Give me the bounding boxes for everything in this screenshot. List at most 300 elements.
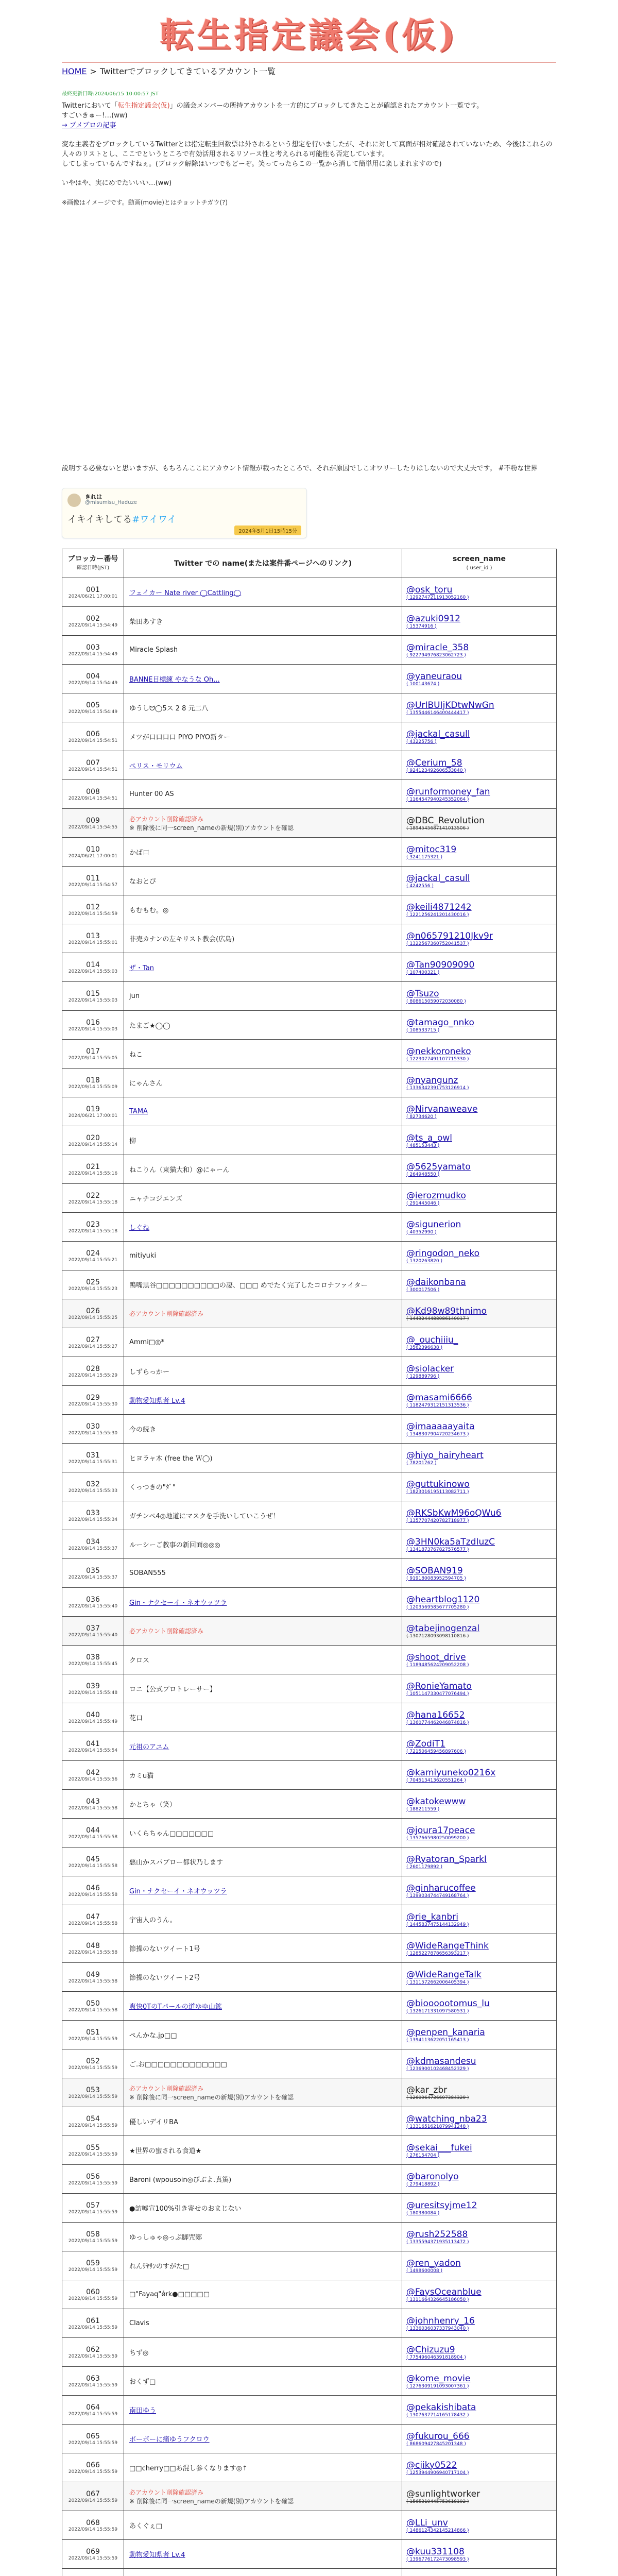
user-id[interactable]: ( 180380084 ) bbox=[406, 2210, 440, 2216]
blocker-number: 011 bbox=[86, 874, 100, 883]
twitter-name-cell bbox=[124, 2511, 402, 2540]
user-id[interactable]: ( 300017506 ) bbox=[406, 1287, 440, 1293]
table-row bbox=[62, 1472, 557, 1501]
account-name: 非売カナンの左キリスト教会(広島) bbox=[129, 936, 235, 943]
blocker-number-cell bbox=[62, 2251, 124, 2280]
user-id[interactable]: ( 1823016195113082711 ) bbox=[406, 1489, 469, 1495]
blocker-number: 055 bbox=[86, 2143, 100, 2152]
screen-name-link[interactable]: @5625yamato bbox=[406, 1161, 471, 1172]
confirmed-datetime: 2024/06/21 17:00:01 bbox=[68, 594, 118, 599]
header-screen-name bbox=[402, 549, 557, 578]
user-id[interactable]: ( 1336342391753126914 ) bbox=[406, 1085, 469, 1091]
screen-name-link[interactable]: @sekai___fukei bbox=[406, 2142, 472, 2153]
twitter-name-cell bbox=[124, 1761, 402, 1790]
user-id[interactable]: ( 721506459456897606 ) bbox=[406, 1749, 466, 1754]
user-id[interactable]: ( 704513413620551264 ) bbox=[406, 1777, 466, 1783]
twitter-name-cell bbox=[124, 1905, 402, 1934]
confirmed-datetime: 2022/09/14 15:55:18 bbox=[68, 1228, 118, 1234]
screen-name-link[interactable]: @pekakishibata bbox=[406, 2402, 476, 2413]
table-row bbox=[62, 1876, 557, 1905]
blocker-number: 036 bbox=[86, 1595, 100, 1604]
twitter-name-cell bbox=[124, 2309, 402, 2338]
table-row bbox=[62, 2425, 557, 2453]
blocker-number: 037 bbox=[86, 1624, 100, 1633]
table-row bbox=[62, 1126, 557, 1155]
account-name: Hunter 00 AS bbox=[129, 790, 174, 798]
screen-name-link[interactable]: @3HN0ka5aTzdIuzC bbox=[406, 1536, 495, 1547]
user-id[interactable]: ( 1399034744749168764 ) bbox=[406, 1893, 469, 1899]
blocker-number-cell bbox=[62, 953, 124, 982]
user-id[interactable]: ( 485153443 ) bbox=[406, 1143, 440, 1148]
screen-name-link[interactable]: @sigunerion bbox=[406, 1219, 461, 1230]
screen-name-cell bbox=[402, 780, 557, 809]
twitter-name-cell bbox=[124, 1040, 402, 1069]
user-id[interactable]: ( 108533715 ) bbox=[406, 1027, 440, 1033]
screen-name-link[interactable]: @SOBAN919 bbox=[406, 1565, 463, 1576]
user-id[interactable]: ( 1355446146400444417 ) bbox=[406, 710, 469, 716]
user-id[interactable]: ( 1182479312151313536 ) bbox=[406, 1402, 469, 1408]
blocker-number-cell bbox=[62, 1415, 124, 1444]
screen-name-cell bbox=[402, 636, 557, 665]
confirmed-datetime: 2022/09/14 15:55:59 bbox=[68, 2353, 118, 2359]
blocker-number-cell bbox=[62, 2309, 124, 2338]
account-name: 宇宙人のうん。 bbox=[129, 1917, 177, 1924]
screen-name-link[interactable]: @hana16652 bbox=[406, 1709, 465, 1720]
account-name-link[interactable]: ザ・Tan bbox=[129, 964, 154, 972]
screen-name-link[interactable]: @rie_kanbri bbox=[406, 1911, 458, 1922]
user-id[interactable]: ( 1311664326645186050 ) bbox=[406, 2297, 469, 2302]
screen-name-cell bbox=[402, 2165, 557, 2194]
twitter-name-cell bbox=[124, 1732, 402, 1761]
screen-name-link[interactable]: @katokewww bbox=[406, 1796, 466, 1807]
blocker-number-cell bbox=[62, 2338, 124, 2367]
blocker-number: 001 bbox=[86, 585, 100, 594]
user-id[interactable]: ( 1357707420782718977 ) bbox=[406, 1518, 469, 1523]
screen-name-link[interactable]: @Cerium_58 bbox=[406, 757, 462, 768]
screen-name-link[interactable]: @_ouchiiiu_ bbox=[406, 1334, 458, 1345]
screen-name-link[interactable]: @nyangunz bbox=[406, 1075, 458, 1086]
screen-name-cell bbox=[402, 2251, 557, 2280]
tweet-timestamp-badge: 2024年5月1日15時15分 bbox=[234, 526, 301, 535]
screen-name-link[interactable]: @azuki0912 bbox=[406, 613, 460, 624]
user-id[interactable]: ( 129889796 ) bbox=[406, 1374, 440, 1379]
user-id[interactable]: ( 1348307904720234673 ) bbox=[406, 1431, 469, 1437]
screen-name-link[interactable]: @Kd98w89thnimo bbox=[406, 1306, 487, 1316]
blocker-number-cell bbox=[62, 2396, 124, 2425]
user-id[interactable]: ( 924123492606533840 ) bbox=[406, 768, 466, 773]
user-id[interactable]: ( 1223077491107715330 ) bbox=[406, 1056, 469, 1062]
screen-name-cell bbox=[402, 1328, 557, 1357]
user-id[interactable]: ( 1189485624209052208 ) bbox=[406, 1662, 469, 1668]
twitter-name-cell bbox=[124, 867, 402, 895]
confirmed-datetime: 2022/09/14 15:55:59 bbox=[68, 2411, 118, 2417]
blocker-number: 010 bbox=[86, 845, 100, 854]
tweet-hashtag[interactable]: #ワイワイ bbox=[132, 514, 177, 525]
user-id: ( 1260964736697384329 ) bbox=[406, 2095, 469, 2100]
user-id[interactable]: ( 919180083952594705 ) bbox=[406, 1575, 466, 1581]
user-id[interactable]: ( 1335594371935113472 ) bbox=[406, 2239, 469, 2245]
table-row bbox=[62, 1270, 557, 1299]
screen-name-cell bbox=[402, 722, 557, 751]
account-name-link[interactable]: 爽快0TのTパールの道ゆゆ山鉱 bbox=[129, 2003, 222, 2011]
screen-name-link[interactable]: @kdmasandesu bbox=[406, 2056, 476, 2066]
account-name: おくず□ bbox=[129, 2378, 156, 2386]
confirmed-datetime: 2022/09/14 15:55:29 bbox=[68, 1372, 118, 1378]
screen-name-link[interactable]: @ierozmudko bbox=[406, 1190, 466, 1201]
user-id[interactable]: ( 4242556 ) bbox=[406, 883, 434, 889]
screen-name-cell bbox=[402, 1617, 557, 1646]
user-id[interactable]: ( 808615059072030080 ) bbox=[406, 998, 466, 1004]
screen-name-link[interactable]: @uresitsyjme12 bbox=[406, 2200, 477, 2211]
screen-name-link[interactable]: @johnhenry_16 bbox=[406, 2315, 475, 2326]
screen-name-link[interactable]: @mitoc319 bbox=[406, 844, 457, 855]
screen-name-link[interactable]: @heartblog1120 bbox=[406, 1594, 480, 1605]
user-id[interactable]: ( 1285227878656393217 ) bbox=[406, 1951, 469, 1956]
table-row bbox=[62, 2049, 557, 2078]
table-row bbox=[62, 2251, 557, 2280]
table-row bbox=[62, 578, 557, 607]
user-id[interactable]: ( 1336036037337943040 ) bbox=[406, 2326, 469, 2331]
account-name-link[interactable]: フェイカー Nate river ◯Cattling◯ bbox=[129, 589, 242, 597]
screen-name-link[interactable]: @shoot_drive bbox=[406, 1652, 466, 1663]
table-row bbox=[62, 2136, 557, 2165]
twitter-name-cell bbox=[124, 1674, 402, 1703]
screen-name-link[interactable]: @kome_movie bbox=[406, 2373, 471, 2384]
confirmed-datetime: 2022/09/14 15:55:27 bbox=[68, 1344, 118, 1349]
account-name: いくらちゃん□□□□□□□ bbox=[129, 1830, 214, 1838]
blocker-number: 053 bbox=[86, 2086, 100, 2094]
deleted-account-label: 必アカウント削除確認済み bbox=[129, 1310, 203, 1317]
tweet-avatar bbox=[67, 494, 81, 507]
blocker-number: 060 bbox=[86, 2287, 100, 2296]
screen-name-link[interactable]: @RonieYamato bbox=[406, 1681, 472, 1691]
user-id[interactable]: ( 868609427845201348 ) bbox=[406, 2441, 466, 2447]
user-id[interactable]: ( 82734620 ) bbox=[406, 1114, 437, 1120]
twitter-name-cell bbox=[124, 1357, 402, 1386]
user-id[interactable]: ( 1326171331097580531 ) bbox=[406, 2008, 469, 2014]
screen-name-link[interactable]: @watching_nba23 bbox=[406, 2113, 487, 2124]
screen-name-link[interactable]: @jackal_casull bbox=[406, 873, 470, 884]
confirmed-datetime: 2022/09/14 15:55:54 bbox=[68, 1748, 118, 1753]
account-name: jun bbox=[129, 992, 140, 1000]
screen-name-link[interactable]: @fukurou_666 bbox=[406, 2431, 470, 2442]
twitter-name-cell bbox=[124, 1386, 402, 1415]
blocker-number: 016 bbox=[86, 1018, 100, 1027]
confirmed-datetime: 2022/09/14 15:54:55 bbox=[68, 824, 118, 830]
twitter-name-cell bbox=[124, 1126, 402, 1155]
twitter-name-cell bbox=[124, 2482, 402, 2511]
screen-name-link[interactable]: @bioooootomus_lu bbox=[406, 1998, 490, 2009]
user-id[interactable]: ( 3241175321 ) bbox=[406, 854, 443, 860]
user-id[interactable]: ( 40352990 ) bbox=[406, 1229, 437, 1235]
screen-name-link[interactable]: @Tan90909090 bbox=[406, 959, 475, 970]
user-id[interactable]: ( 1486124342145214866 ) bbox=[406, 2528, 469, 2533]
screen-name-link[interactable]: @daikonbana bbox=[406, 1277, 466, 1287]
twitter-name-cell bbox=[124, 953, 402, 982]
screen-name-cell bbox=[402, 1559, 557, 1588]
account-name-link[interactable]: ぺリス・モリウム bbox=[129, 762, 183, 770]
table-row bbox=[62, 1530, 557, 1559]
screen-name-link[interactable]: @FaysOceanblue bbox=[406, 2286, 482, 2297]
user-id[interactable]: ( 1396776172473098593 ) bbox=[406, 2556, 469, 2562]
table-row bbox=[62, 1790, 557, 1819]
confirmed-datetime: 2022/09/14 15:55:37 bbox=[68, 1546, 118, 1551]
header-divider bbox=[62, 62, 556, 63]
confirmed-datetime: 2022/09/14 15:55:31 bbox=[68, 1459, 118, 1465]
screen-name-link[interactable]: @Tsuzo bbox=[406, 988, 439, 999]
screen-name-link[interactable]: @ren_yadon bbox=[406, 2258, 461, 2268]
screen-name-link[interactable]: @yaneuraou bbox=[406, 671, 462, 682]
account-name-link[interactable]: 南田ゆう bbox=[129, 2407, 157, 2415]
screen-name-cell bbox=[402, 2511, 557, 2540]
user-id[interactable]: ( 1341873767827576577 ) bbox=[406, 1547, 469, 1552]
user-id: ( 1307128093098110816 ) bbox=[406, 1633, 469, 1639]
table-row bbox=[62, 1559, 557, 1588]
account-name-link[interactable]: 動物愛知県者 Lv.4 bbox=[129, 1397, 185, 1405]
table-row bbox=[62, 780, 557, 809]
screen-name-link[interactable]: @WideRangeThink bbox=[406, 1940, 489, 1951]
blocker-number: 025 bbox=[86, 1278, 100, 1286]
table-row bbox=[62, 1155, 557, 1184]
user-id[interactable]: ( 188211559 ) bbox=[406, 1806, 440, 1812]
table-row bbox=[62, 2511, 557, 2540]
twitter-name-cell bbox=[124, 2569, 402, 2576]
screen-name-link[interactable]: @kuu331108 bbox=[406, 2546, 465, 2557]
header-blocker-number bbox=[62, 549, 124, 578]
screen-name-link[interactable]: @kamiyuneko0216x bbox=[406, 1767, 496, 1778]
table-header-row bbox=[62, 549, 557, 578]
blocker-number: 039 bbox=[86, 1682, 100, 1690]
blocker-number: 002 bbox=[86, 614, 100, 623]
user-id[interactable]: ( 1320263820 ) bbox=[406, 1258, 443, 1264]
account-name-link[interactable]: TAMA bbox=[129, 1108, 148, 1115]
screen-name-link[interactable]: @runformoney_fan bbox=[406, 786, 490, 797]
screen-name-link[interactable]: @penpen_kanaria bbox=[406, 2027, 485, 2038]
screen-name-link[interactable]: @baronolyo bbox=[406, 2171, 459, 2182]
blocker-number-cell bbox=[62, 2511, 124, 2540]
twitter-name-cell bbox=[124, 1299, 402, 1328]
account-name-link[interactable]: ボーボーに痛ゆうフクロウ bbox=[129, 2436, 210, 2444]
tweet-body bbox=[67, 512, 176, 526]
account-name-link[interactable]: Gin・ナクセーイ・ネオウッツラ bbox=[129, 1599, 227, 1607]
confirmed-datetime: 2022/09/14 15:55:14 bbox=[68, 1142, 118, 1147]
screen-name-link[interactable]: @osk_toru bbox=[406, 584, 453, 595]
screen-name-cell bbox=[402, 1213, 557, 1242]
user-id[interactable]: ( 279418892 ) bbox=[406, 2181, 440, 2187]
blocker-number-cell bbox=[62, 2021, 124, 2049]
screen-name-link[interactable]: @UrIBUIjKDtwNwGn bbox=[406, 700, 494, 710]
table-row bbox=[62, 1934, 557, 1963]
confirmed-datetime: 2022/09/14 15:55:21 bbox=[68, 1257, 118, 1263]
twitter-name-cell bbox=[124, 1069, 402, 1097]
screen-name-link[interactable]: @ginharucoffee bbox=[406, 1883, 476, 1893]
screen-name-cell bbox=[402, 2136, 557, 2165]
user-id[interactable]: ( 775496046391818904 ) bbox=[406, 2354, 466, 2360]
user-id[interactable]: ( 1253944906940717104 ) bbox=[406, 2470, 469, 2476]
blocker-number-cell bbox=[62, 1328, 124, 1357]
user-id[interactable]: ( 1236900102468452329 ) bbox=[406, 2066, 469, 2072]
user-id[interactable]: ( 1307637714165178432 ) bbox=[406, 2412, 469, 2418]
blocker-number-cell bbox=[62, 1444, 124, 1472]
user-id[interactable]: ( 922794976823062723 ) bbox=[406, 652, 466, 658]
table-row bbox=[62, 1444, 557, 1472]
table-row bbox=[62, 1963, 557, 1992]
table-row bbox=[62, 1588, 557, 1617]
blocker-number-cell bbox=[62, 1934, 124, 1963]
user-id[interactable]: ( 15374916 ) bbox=[406, 623, 437, 629]
account-name: なおとぴ bbox=[129, 878, 157, 886]
user-id[interactable]: ( 1360774462046874816 ) bbox=[406, 1720, 469, 1725]
breadcrumb-home-link[interactable]: HOME bbox=[62, 66, 87, 76]
intro-line-4: してしまっているんですねぇ。(ブロック解除はいつでもどーぞ。笑ってったらこの一覧から消して簡単用に楽しまれますので) bbox=[62, 160, 442, 168]
blocker-number: 019 bbox=[86, 1105, 100, 1113]
screen-name-cell bbox=[402, 1270, 557, 1299]
confirmed-datetime: 2022/09/14 15:55:59 bbox=[68, 2555, 118, 2561]
screen-name-link[interactable]: @nekkoroneko bbox=[406, 1046, 471, 1057]
screen-name-link[interactable]: @WideRangeTalk bbox=[406, 1969, 482, 1980]
screen-name: @DBC_Revolution bbox=[406, 815, 485, 826]
user-id[interactable]: ( 1276309191093007361 ) bbox=[406, 2383, 469, 2389]
user-id[interactable]: ( 1292747211913052160 ) bbox=[406, 595, 469, 600]
user-id[interactable]: ( 1203569585677705280 ) bbox=[406, 1604, 469, 1610]
blocker-number-cell bbox=[62, 1617, 124, 1646]
account-name-link[interactable]: 動物愛知県者 Lv.4 bbox=[129, 2551, 185, 2559]
screen-name-cell bbox=[402, 1501, 557, 1530]
blocker-number: 035 bbox=[86, 1566, 100, 1575]
user-id[interactable]: ( 1357665980250099200 ) bbox=[406, 1835, 469, 1841]
user-id[interactable]: ( 1331651621879941248 ) bbox=[406, 2124, 469, 2129]
blocker-number-cell bbox=[62, 1501, 124, 1530]
user-id[interactable]: ( 1445837475144132949 ) bbox=[406, 1922, 469, 1927]
user-id[interactable]: ( 1311572662006405394 ) bbox=[406, 1979, 469, 1985]
blocker-number: 018 bbox=[86, 1076, 100, 1084]
user-id[interactable]: ( 78201762 ) bbox=[406, 1460, 437, 1466]
account-name: しずらっかー bbox=[129, 1368, 170, 1376]
screen-name-cell bbox=[402, 1299, 557, 1328]
screen-name-link[interactable]: @tamago_nnko bbox=[406, 1017, 474, 1028]
user-id[interactable]: ( 107400321 ) bbox=[406, 970, 440, 975]
user-id[interactable]: ( 291445046 ) bbox=[406, 1200, 440, 1206]
screen-name-link[interactable]: @guttukinowo bbox=[406, 1479, 470, 1489]
screen-name-link[interactable]: @LLi_unv bbox=[406, 2517, 448, 2528]
deleted-account-label: 必アカウント削除確認済み bbox=[129, 815, 203, 823]
screen-name-link[interactable]: @keili4871242 bbox=[406, 902, 472, 912]
embedded-tweet[interactable] bbox=[62, 488, 307, 538]
confirmed-datetime: 2022/09/14 15:54:49 bbox=[68, 680, 118, 686]
account-name-link[interactable]: BANNE目標練 やなうな Oh... bbox=[129, 676, 220, 684]
screen-name-link[interactable]: @cjiky0522 bbox=[406, 2460, 457, 2470]
screen-name-link[interactable]: @siolacker bbox=[406, 1363, 454, 1374]
user-id[interactable]: ( 1498600008 ) bbox=[406, 2268, 443, 2274]
blocker-number-cell bbox=[62, 2453, 124, 2482]
screen-name-cell bbox=[402, 924, 557, 953]
confirmed-datetime: 2022/09/14 15:55:58 bbox=[68, 1834, 118, 1840]
account-name: 優しいデイリBA bbox=[129, 2119, 178, 2126]
blocker-number-cell bbox=[62, 665, 124, 693]
screen-name-link[interactable]: @joura17peace bbox=[406, 1825, 475, 1836]
screen-name-link[interactable]: @hiyo_hairyheart bbox=[406, 1450, 484, 1461]
screen-name-link[interactable]: @jackal_casull bbox=[406, 728, 470, 739]
screen-name-link[interactable]: @RKSbKwM96oQWu6 bbox=[406, 1507, 502, 1518]
user-id[interactable]: ( 1322567360752041537 ) bbox=[406, 941, 469, 946]
user-id[interactable]: ( 264948550 ) bbox=[406, 1172, 440, 1177]
account-name: ロニ【公式プロトレーサー】 bbox=[129, 1686, 217, 1693]
confirmed-datetime: 2022/09/14 15:55:58 bbox=[68, 1892, 118, 1897]
table-row bbox=[62, 809, 557, 838]
screen-name-cell bbox=[402, 1790, 557, 1819]
twitter-name-cell bbox=[124, 809, 402, 838]
screen-name-link[interactable]: @Ryatoran_SparkI bbox=[406, 1854, 487, 1865]
blocker-number: 066 bbox=[86, 2461, 100, 2469]
user-id[interactable]: ( 3562396638 ) bbox=[406, 1345, 443, 1350]
user-id[interactable]: ( 43225756 ) bbox=[406, 739, 437, 744]
account-name: ねこりん（東猫大和）@にゃーん bbox=[129, 1166, 230, 1174]
blocker-number-cell bbox=[62, 2136, 124, 2165]
screen-name-link[interactable]: @tabejinogenzal bbox=[406, 1623, 480, 1634]
twitter-name-cell bbox=[124, 2540, 402, 2569]
confirmed-datetime: 2022/09/14 15:55:59 bbox=[68, 2123, 118, 2128]
deleted-account-label: 必アカウント削除確認済み bbox=[129, 2084, 203, 2092]
table-row bbox=[62, 1674, 557, 1703]
intro-line-2: すごいきゅー!…(ww) bbox=[62, 112, 128, 120]
account-name-link[interactable]: Gin・ナクセーイ・ネオウッツラ bbox=[129, 1888, 227, 1895]
user-id[interactable]: ( 1221256241201430016 ) bbox=[406, 912, 469, 918]
intro-article-link[interactable]: → ブメブロの記事 bbox=[62, 122, 116, 129]
user-id[interactable]: ( 1394113622051165413 ) bbox=[406, 2037, 469, 2043]
table-row bbox=[62, 1617, 557, 1646]
twitter-name-cell bbox=[124, 2165, 402, 2194]
site-logo[interactable]: 転生指定議会(仮) bbox=[160, 15, 458, 55]
blocker-number: 013 bbox=[86, 931, 100, 940]
account-name-link[interactable]: しぐね bbox=[129, 1224, 150, 1232]
screen-name-link[interactable]: @imaaaaayaita bbox=[406, 1421, 475, 1432]
account-name: Clavis bbox=[129, 2319, 149, 2327]
account-name: Baroni (wpousoin◎びぶよ.真篤) bbox=[129, 2176, 232, 2184]
screen-name-link[interactable]: @n065791210Jkv9r bbox=[406, 930, 493, 941]
account-name: ヒヨラャ木 (free the Ｗ◯) bbox=[129, 1455, 213, 1463]
table-row bbox=[62, 2540, 557, 2569]
account-name: ●訪嘘宣100%引き寄せのおまじない bbox=[129, 2205, 242, 2213]
table-row bbox=[62, 1761, 557, 1790]
confirmed-datetime: 2022/09/14 15:55:58 bbox=[68, 1863, 118, 1869]
screen-name-link[interactable]: @Chizuzu9 bbox=[406, 2344, 455, 2355]
twitter-name-cell bbox=[124, 1242, 402, 1270]
screen-name-link[interactable]: @miracle_358 bbox=[406, 642, 469, 653]
account-name-link[interactable]: 元祖のアユム bbox=[129, 1743, 169, 1751]
user-id[interactable]: ( 100143674 ) bbox=[406, 681, 440, 687]
screen-name-link[interactable]: @ZodiT1 bbox=[406, 1738, 445, 1749]
twitter-name-cell bbox=[124, 2078, 402, 2107]
screen-name-link[interactable]: @ts_a_owl bbox=[406, 1132, 452, 1143]
confirmed-datetime: 2022/09/14 15:55:16 bbox=[68, 1171, 118, 1176]
user-id[interactable]: ( 1051147330477076494 ) bbox=[406, 1691, 469, 1697]
screen-name-link[interactable]: @masami6666 bbox=[406, 1392, 472, 1403]
user-id[interactable]: ( 276154704 ) bbox=[406, 2153, 440, 2158]
screen-name-cell bbox=[402, 1097, 557, 1126]
table-row bbox=[62, 2107, 557, 2136]
screen-name-link[interactable]: @rush252588 bbox=[406, 2229, 468, 2240]
blocker-number-cell bbox=[62, 1674, 124, 1703]
blocker-number-cell bbox=[62, 2569, 124, 2576]
confirmed-datetime: 2022/09/14 15:55:58 bbox=[68, 1921, 118, 1926]
user-id[interactable]: ( 2601179892 ) bbox=[406, 1864, 443, 1870]
user-id[interactable]: ( 1164547940245352064 ) bbox=[406, 796, 469, 802]
account-name: ちず◎ bbox=[129, 2349, 149, 2357]
screen-name-link[interactable]: @Nirvanaweave bbox=[406, 1104, 478, 1114]
twitter-name-cell bbox=[124, 924, 402, 953]
twitter-name-cell bbox=[124, 578, 402, 607]
screen-name-link[interactable]: @ringodon_neko bbox=[406, 1248, 480, 1259]
